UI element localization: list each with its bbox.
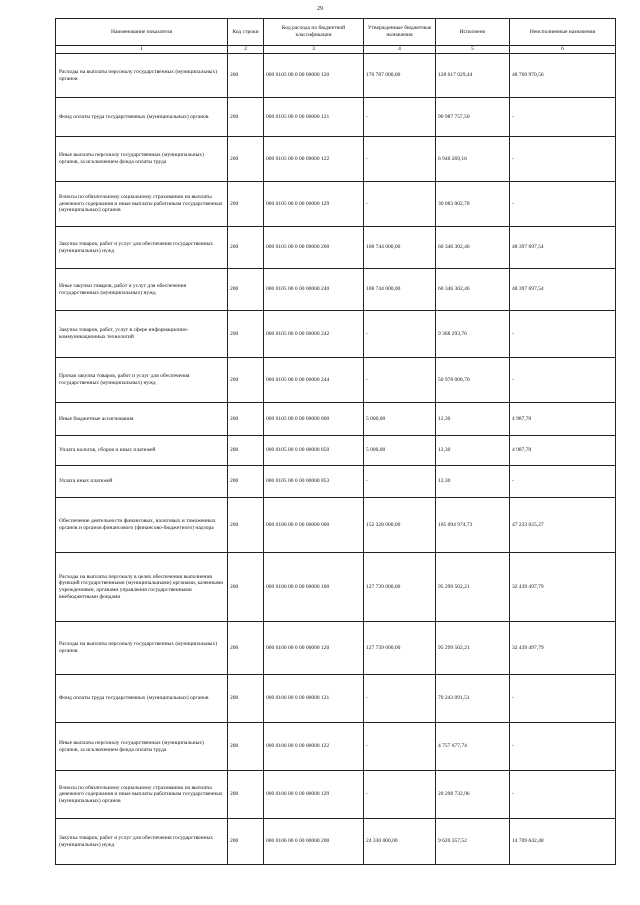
table-row xyxy=(56,358,616,403)
expense-code-cell: 000 0105 00 0 00 00000 122 xyxy=(264,137,364,182)
indicator-name-cell: Иные закупки товаров, работ и услуг для обеспечения государственных (муниципальных) нужд xyxy=(56,269,228,311)
expense-code-cell: 000 0106 00 0 00 00000 120 xyxy=(264,622,364,675)
expense-code-cell: 000 0106 00 0 00 00000 000 xyxy=(264,498,364,553)
indicator-name-cell: Фонд оплаты труда государственных (муниципальных) органов xyxy=(56,675,228,723)
table-row xyxy=(56,403,616,436)
approved-cell: 152 328 000,00 xyxy=(364,498,436,553)
table-row xyxy=(56,269,616,311)
unexecuted-cell: - xyxy=(510,137,616,182)
line-code-cell: 200 xyxy=(228,227,264,269)
executed-cell: 60 346 302,46 xyxy=(436,227,510,269)
executed-cell: 9 620 357,52 xyxy=(436,819,510,865)
table-row xyxy=(56,498,616,553)
table-row xyxy=(56,98,616,137)
approved-cell: - xyxy=(364,675,436,723)
expense-code-cell: 000 0105 00 0 00 00000 121 xyxy=(264,98,364,137)
approved-cell: 108 744 000,00 xyxy=(364,269,436,311)
line-code-cell: 200 xyxy=(228,436,264,466)
unexecuted-cell: - xyxy=(510,675,616,723)
indicator-name-cell: Закупка товаров, работ, услуг в сфере информационно-коммуникационных технологий xyxy=(56,311,228,358)
approved-cell: - xyxy=(364,182,436,227)
executed-cell: 9 368 293,76 xyxy=(436,311,510,358)
unexecuted-cell: - xyxy=(510,98,616,137)
approved-cell: 108 744 000,00 xyxy=(364,227,436,269)
line-code-cell: 200 xyxy=(228,182,264,227)
table-row xyxy=(56,137,616,182)
executed-cell: 60 346 302,46 xyxy=(436,269,510,311)
column-number: 5 xyxy=(436,46,510,54)
indicator-name-cell: Расходы на выплаты персоналу в целях обеспечения выполнения функций государственными (муниципальными) органами, казенными учреждениями, органами управления государственными внебюджетными фондами xyxy=(56,553,228,622)
table-row xyxy=(56,622,616,675)
table-row xyxy=(56,466,616,498)
unexecuted-cell: 4 987,70 xyxy=(510,403,616,436)
indicator-name-cell: Уплата иных платежей xyxy=(56,466,228,498)
line-code-cell: 200 xyxy=(228,311,264,358)
line-code-cell: 200 xyxy=(228,498,264,553)
approved-cell: 127 739 000,00 xyxy=(364,622,436,675)
line-code-cell: 200 xyxy=(228,358,264,403)
table-row xyxy=(56,723,616,771)
table-row xyxy=(56,54,616,98)
expense-code-cell: 000 0106 00 0 00 00000 100 xyxy=(264,553,364,622)
executed-cell: 6 946 269,16 xyxy=(436,137,510,182)
expense-code-cell: 000 0105 00 0 00 00000 800 xyxy=(264,403,364,436)
executed-cell: 4 757 677,74 xyxy=(436,723,510,771)
indicator-name-cell: Уплата налогов, сборов и иных платежей xyxy=(56,436,228,466)
column-number: 1 xyxy=(56,46,228,54)
indicator-name-cell: Иные бюджетные ассигнования xyxy=(56,403,228,436)
table-row xyxy=(56,819,616,865)
header-indicator-name: Наименование показателя xyxy=(56,19,228,46)
indicator-name-cell: Расходы на выплаты персоналу государственных (муниципальных) органов xyxy=(56,622,228,675)
table-body xyxy=(56,54,616,865)
unexecuted-cell: 32 439 497,79 xyxy=(510,622,616,675)
executed-cell: 12,30 xyxy=(436,403,510,436)
unexecuted-cell: 48 397 697,54 xyxy=(510,269,616,311)
indicator-name-cell: Иные выплаты персоналу государственных (муниципальных) органов, за исключением фонда оплаты труда xyxy=(56,137,228,182)
expense-code-cell: 000 0105 00 0 00 00000 242 xyxy=(264,311,364,358)
expense-code-cell: 000 0105 00 0 00 00000 853 xyxy=(264,466,364,498)
line-code-cell: 200 xyxy=(228,98,264,137)
unexecuted-cell: - xyxy=(510,182,616,227)
line-code-cell: 200 xyxy=(228,269,264,311)
indicator-name-cell: Взносы по обязательному социальному страхованию на выплаты денежного содержания и иные выплаты работникам государственных (муниципальных) органов xyxy=(56,771,228,819)
budget-execution-table xyxy=(55,18,616,865)
line-code-cell: 200 xyxy=(228,622,264,675)
column-number: 2 xyxy=(228,46,264,54)
line-code-cell: 200 xyxy=(228,403,264,436)
executed-cell: 12,30 xyxy=(436,466,510,498)
unexecuted-cell: 47 233 025,27 xyxy=(510,498,616,553)
expense-code-cell: 000 0105 00 0 00 00000 240 xyxy=(264,269,364,311)
expense-code-cell: 000 0105 00 0 00 00000 120 xyxy=(264,54,364,98)
approved-cell: 127 739 000,00 xyxy=(364,553,436,622)
approved-cell: 24 330 000,00 xyxy=(364,819,436,865)
expense-code-cell: 000 0106 00 0 00 00000 122 xyxy=(264,723,364,771)
approved-cell: - xyxy=(364,137,436,182)
unexecuted-cell: - xyxy=(510,771,616,819)
unexecuted-cell: 4 987,70 xyxy=(510,436,616,466)
indicator-name-cell: Взносы по обязательному социальному страхованию на выплаты денежного содержания и иные выплаты работникам государственных (муниципальных) органов xyxy=(56,182,228,227)
column-numbers-row xyxy=(56,46,616,54)
column-number: 4 xyxy=(364,46,436,54)
approved-cell: - xyxy=(364,723,436,771)
table-row xyxy=(56,182,616,227)
executed-cell: 105 094 974,73 xyxy=(436,498,510,553)
approved-cell: - xyxy=(364,98,436,137)
expense-code-cell: 000 0105 00 0 00 00000 850 xyxy=(264,436,364,466)
line-code-cell: 200 xyxy=(228,466,264,498)
table-row xyxy=(56,436,616,466)
approved-cell: - xyxy=(364,358,436,403)
executed-cell: 90 987 757,50 xyxy=(436,98,510,137)
table-header xyxy=(56,19,616,54)
line-code-cell: 200 xyxy=(228,137,264,182)
indicator-name-cell: Иные выплаты персоналу государственных (муниципальных) органов, за исключением фонда оплаты труда xyxy=(56,723,228,771)
executed-cell: 12,30 xyxy=(436,436,510,466)
approved-cell: - xyxy=(364,771,436,819)
table-row xyxy=(56,675,616,723)
expense-code-cell: 000 0106 00 0 00 00000 200 xyxy=(264,819,364,865)
unexecuted-cell: 14 709 642,48 xyxy=(510,819,616,865)
indicator-name-cell: Закупка товаров, работ и услуг для обеспечения государственных (муниципальных) нужд xyxy=(56,227,228,269)
line-code-cell: 200 xyxy=(228,54,264,98)
column-number: 6 xyxy=(510,46,616,54)
executed-cell: 95 299 502,21 xyxy=(436,622,510,675)
approved-cell: 176 787 000,00 xyxy=(364,54,436,98)
unexecuted-cell: - xyxy=(510,311,616,358)
line-code-cell: 200 xyxy=(228,723,264,771)
table-row xyxy=(56,311,616,358)
header-executed: Исполнено xyxy=(436,19,510,46)
approved-cell: - xyxy=(364,466,436,498)
expense-code-cell: 000 0105 00 0 00 00000 244 xyxy=(264,358,364,403)
table-row xyxy=(56,553,616,622)
executed-cell: 70 243 091,51 xyxy=(436,675,510,723)
unexecuted-cell: 48 769 970,56 xyxy=(510,54,616,98)
indicator-name-cell: Закупка товаров, работ и услуг для обеспечения государственных (муниципальных) нужд xyxy=(56,819,228,865)
header-expense-code: Код расхода по бюджетной классификации xyxy=(264,19,364,46)
approved-cell: - xyxy=(364,311,436,358)
page-number: 29 xyxy=(317,6,323,12)
table-row xyxy=(56,771,616,819)
executed-cell: 50 978 008,70 xyxy=(436,358,510,403)
indicator-name-cell: Прочая закупка товаров, работ и услуг для обеспечения государственных (муниципальных) нужд xyxy=(56,358,228,403)
executed-cell: 128 017 029,44 xyxy=(436,54,510,98)
approved-cell: 5 000,00 xyxy=(364,403,436,436)
line-code-cell: 200 xyxy=(228,771,264,819)
line-code-cell: 200 xyxy=(228,819,264,865)
header-line-code: Код строки xyxy=(228,19,264,46)
header-unexecuted: Неисполненные назначения xyxy=(510,19,616,46)
line-code-cell: 200 xyxy=(228,675,264,723)
expense-code-cell: 000 0106 00 0 00 00000 121 xyxy=(264,675,364,723)
approved-cell: 5 000,00 xyxy=(364,436,436,466)
executed-cell: 95 299 502,21 xyxy=(436,553,510,622)
expense-code-cell: 000 0105 00 0 00 00000 129 xyxy=(264,182,364,227)
column-number: 3 xyxy=(264,46,364,54)
table-row xyxy=(56,227,616,269)
indicator-name-cell: Фонд оплаты труда государственных (муниципальных) органов xyxy=(56,98,228,137)
unexecuted-cell: - xyxy=(510,466,616,498)
expense-code-cell: 000 0105 00 0 00 00000 200 xyxy=(264,227,364,269)
indicator-name-cell: Обеспечение деятельности финансовых, налоговых и таможенных органов и органов финансового (финансово-бюджетного) надзора xyxy=(56,498,228,553)
unexecuted-cell: - xyxy=(510,723,616,771)
executed-cell: 20 298 732,96 xyxy=(436,771,510,819)
unexecuted-cell: - xyxy=(510,358,616,403)
header-approved: Утвержденные бюджетные назначения xyxy=(364,19,436,46)
indicator-name-cell: Расходы на выплаты персоналу государственных (муниципальных) органов xyxy=(56,54,228,98)
line-code-cell: 200 xyxy=(228,553,264,622)
unexecuted-cell: 48 397 697,54 xyxy=(510,227,616,269)
unexecuted-cell: 32 439 497,79 xyxy=(510,553,616,622)
executed-cell: 30 083 002,78 xyxy=(436,182,510,227)
expense-code-cell: 000 0106 00 0 00 00000 129 xyxy=(264,771,364,819)
